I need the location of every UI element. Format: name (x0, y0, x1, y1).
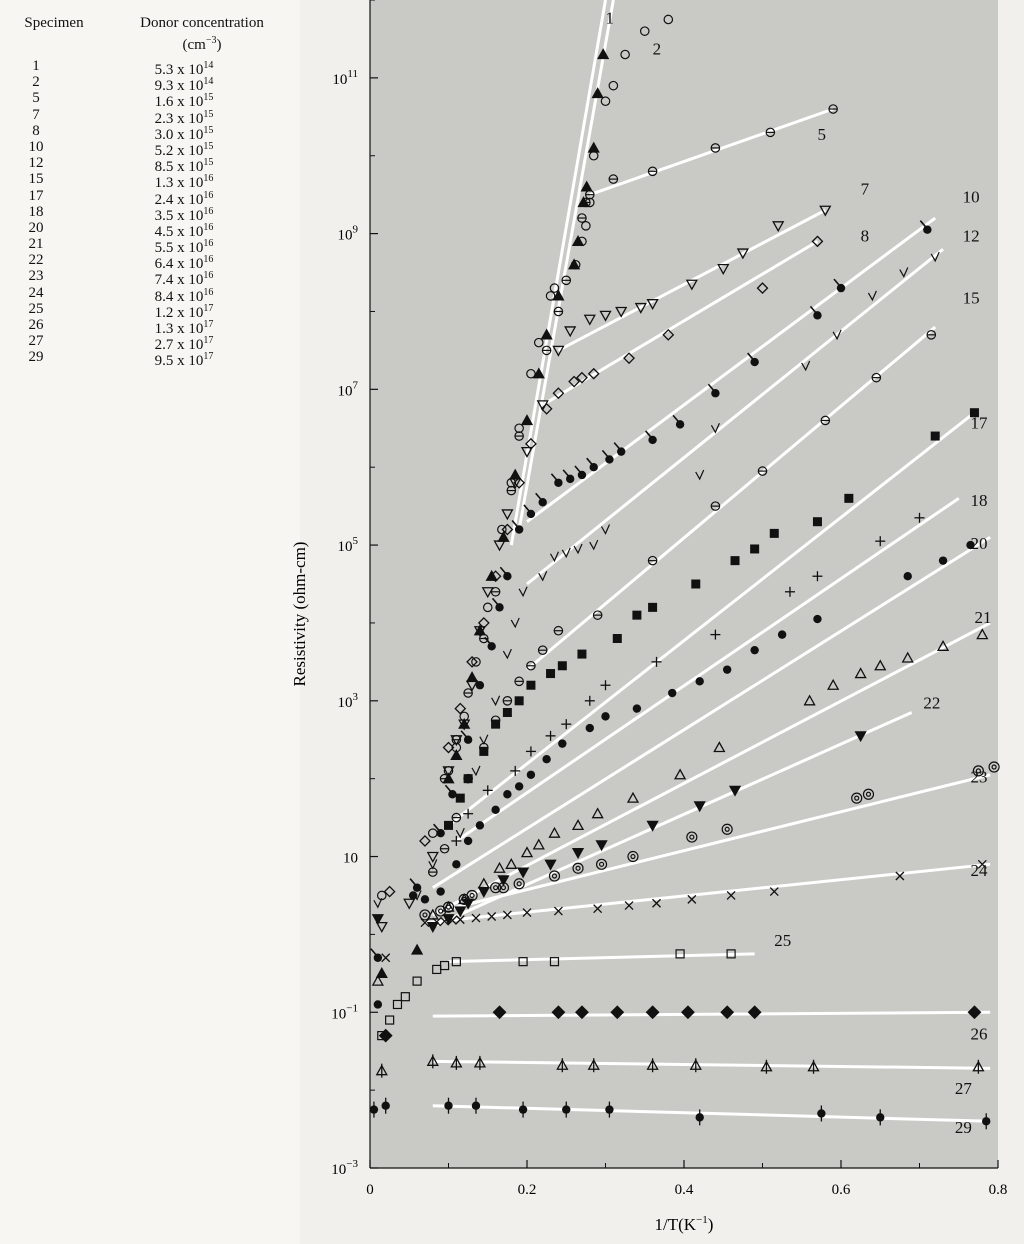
y-tick-label: $10^3$ (337, 690, 358, 711)
curve-label-12: 12 (962, 226, 980, 246)
curve-label-10: 10 (962, 187, 980, 207)
y-tick-label: $10^{-3}$ (331, 1158, 358, 1178)
x-tick-label: 0.6 (831, 1182, 851, 1198)
data-point (648, 603, 657, 612)
donor-concentration: 2.3 x $10^{15}$ (154, 108, 214, 127)
specimen-number: 20 (28, 219, 44, 236)
curve-label-29: 29 (954, 1117, 972, 1137)
curve-label-18: 18 (970, 491, 988, 511)
data-point (750, 544, 759, 553)
donor-concentration: 8.4 x $10^{16}$ (154, 286, 214, 305)
donor-concentration: 3.0 x $10^{15}$ (154, 124, 214, 143)
donor-concentration: 1.3 x $10^{17}$ (154, 319, 214, 337)
data-point (696, 677, 704, 685)
data-point (558, 739, 566, 747)
data-point (409, 891, 417, 899)
specimen-number: 27 (28, 333, 44, 350)
curve-label-15: 15 (962, 288, 980, 308)
curve-label-20: 20 (970, 533, 988, 553)
curve-label-17: 17 (970, 413, 988, 433)
data-point (731, 556, 740, 565)
data-point (633, 704, 641, 712)
curve-label-25: 25 (774, 931, 792, 951)
x-tick-label: 0 (366, 1182, 374, 1198)
data-point (436, 887, 444, 895)
specimen-number: 15 (28, 171, 44, 188)
specimen-number: 23 (28, 268, 44, 285)
data-point (526, 681, 535, 690)
specimen-number: 21 (28, 236, 44, 253)
data-point (904, 572, 912, 580)
donor-concentration: 5.5 x $10^{16}$ (154, 238, 214, 257)
specimen-number: 10 (28, 138, 44, 155)
specimen-number: 5 (32, 90, 40, 107)
data-point (586, 724, 594, 732)
data-point (577, 650, 586, 659)
donor-concentration: 8.5 x $10^{15}$ (154, 157, 214, 176)
data-point (421, 895, 429, 903)
x-tick-label: 0.2 (517, 1182, 537, 1198)
y-tick-label: $10^{11}$ (332, 67, 358, 88)
y-axis-label: Resistivity (ohm-cm) (290, 541, 309, 687)
data-point (515, 696, 524, 705)
donor-concentration: 6.4 x $10^{16}$ (154, 254, 214, 273)
curve-label-21: 21 (974, 607, 992, 627)
data-point (770, 529, 779, 538)
specimen-number: 2 (32, 74, 40, 91)
data-point (844, 494, 853, 503)
donor-concentration: 5.2 x $10^{15}$ (154, 140, 214, 159)
data-point (601, 712, 609, 720)
data-point (503, 790, 511, 798)
data-point (444, 821, 453, 830)
donor-concentration: 7.4 x $10^{16}$ (154, 270, 214, 289)
data-point (476, 821, 484, 829)
specimen-number: 8 (32, 122, 40, 139)
specimen-number: 17 (28, 187, 44, 204)
y-tick-label: $10^7$ (337, 379, 358, 400)
data-point (668, 689, 676, 697)
donor-concentration: 1.6 x $10^{15}$ (154, 92, 214, 111)
data-point (515, 782, 523, 790)
curve-label-27: 27 (954, 1079, 972, 1099)
x-tick-label: 0.8 (988, 1182, 1008, 1198)
curve-label-23: 23 (970, 767, 988, 787)
data-point (558, 661, 567, 670)
donor-concentration: 1.3 x $10^{16}$ (154, 173, 214, 192)
donor-concentration: 4.5 x $10^{16}$ (154, 221, 214, 240)
donor-concentration: 2.4 x $10^{16}$ (154, 189, 214, 208)
specimen-number: 18 (28, 203, 44, 220)
data-point (778, 630, 786, 638)
donor-concentration: 2.7 x $10^{17}$ (154, 335, 214, 354)
specimen-number: 24 (28, 284, 44, 301)
donor-concentration: 5.3 x $10^{14}$ (154, 60, 214, 78)
data-point (813, 517, 822, 526)
data-point (452, 860, 460, 868)
data-point (479, 747, 488, 756)
data-point (491, 720, 500, 729)
data-point (613, 634, 622, 643)
data-point (813, 615, 821, 623)
specimen-number: 12 (28, 155, 44, 172)
curve-label-8: 8 (860, 226, 870, 246)
data-point (374, 1000, 382, 1008)
specimen-number: 1 (32, 58, 40, 74)
curve-label-24: 24 (970, 861, 988, 880)
curve-label-1: 1 (605, 8, 614, 28)
y-tick-label: $10^5$ (337, 535, 358, 556)
specimen-number: 22 (28, 252, 44, 269)
data-point (527, 771, 535, 779)
curve-label-5: 5 (817, 125, 826, 145)
data-point (939, 556, 947, 564)
data-point (691, 580, 700, 589)
data-point (456, 794, 465, 803)
data-point (464, 837, 472, 845)
donor-concentration: 9.3 x $10^{14}$ (154, 76, 214, 95)
curve-label-2: 2 (652, 39, 662, 59)
data-point (503, 708, 512, 717)
donor-header-line1: Donor concentration (140, 15, 264, 31)
data-point (931, 432, 940, 441)
donor-concentration: 9.5 x $10^{17}$ (154, 351, 214, 370)
y-tick-label: 10 (343, 850, 358, 867)
specimen-number: 7 (32, 106, 40, 123)
data-point (546, 669, 555, 678)
plot-area (370, 0, 998, 1168)
data-point (491, 806, 499, 814)
specimen-column-header: Specimen (24, 15, 84, 31)
data-point (632, 611, 641, 620)
curve-label-7: 7 (860, 179, 870, 199)
y-tick-label: $10^9$ (337, 223, 358, 244)
donor-concentration: 1.2 x $10^{17}$ (154, 302, 214, 321)
donor-concentration: 3.5 x $10^{16}$ (154, 205, 214, 224)
specimen-number: 29 (28, 349, 44, 366)
donor-header-line2: $(cm^{-3})$ (182, 35, 222, 53)
curve-label-26: 26 (970, 1024, 988, 1044)
curve-label-22: 22 (923, 693, 941, 713)
data-point (750, 646, 758, 654)
y-tick-label: $10^{-1}$ (331, 1002, 358, 1023)
data-point (723, 665, 731, 673)
data-point (464, 774, 473, 783)
specimen-number: 25 (28, 300, 44, 317)
x-axis-label: $1/T(K^{-1})$ (654, 1214, 714, 1234)
specimen-number: 26 (28, 317, 44, 333)
x-tick-label: 0.4 (674, 1182, 694, 1198)
data-point (542, 755, 550, 763)
